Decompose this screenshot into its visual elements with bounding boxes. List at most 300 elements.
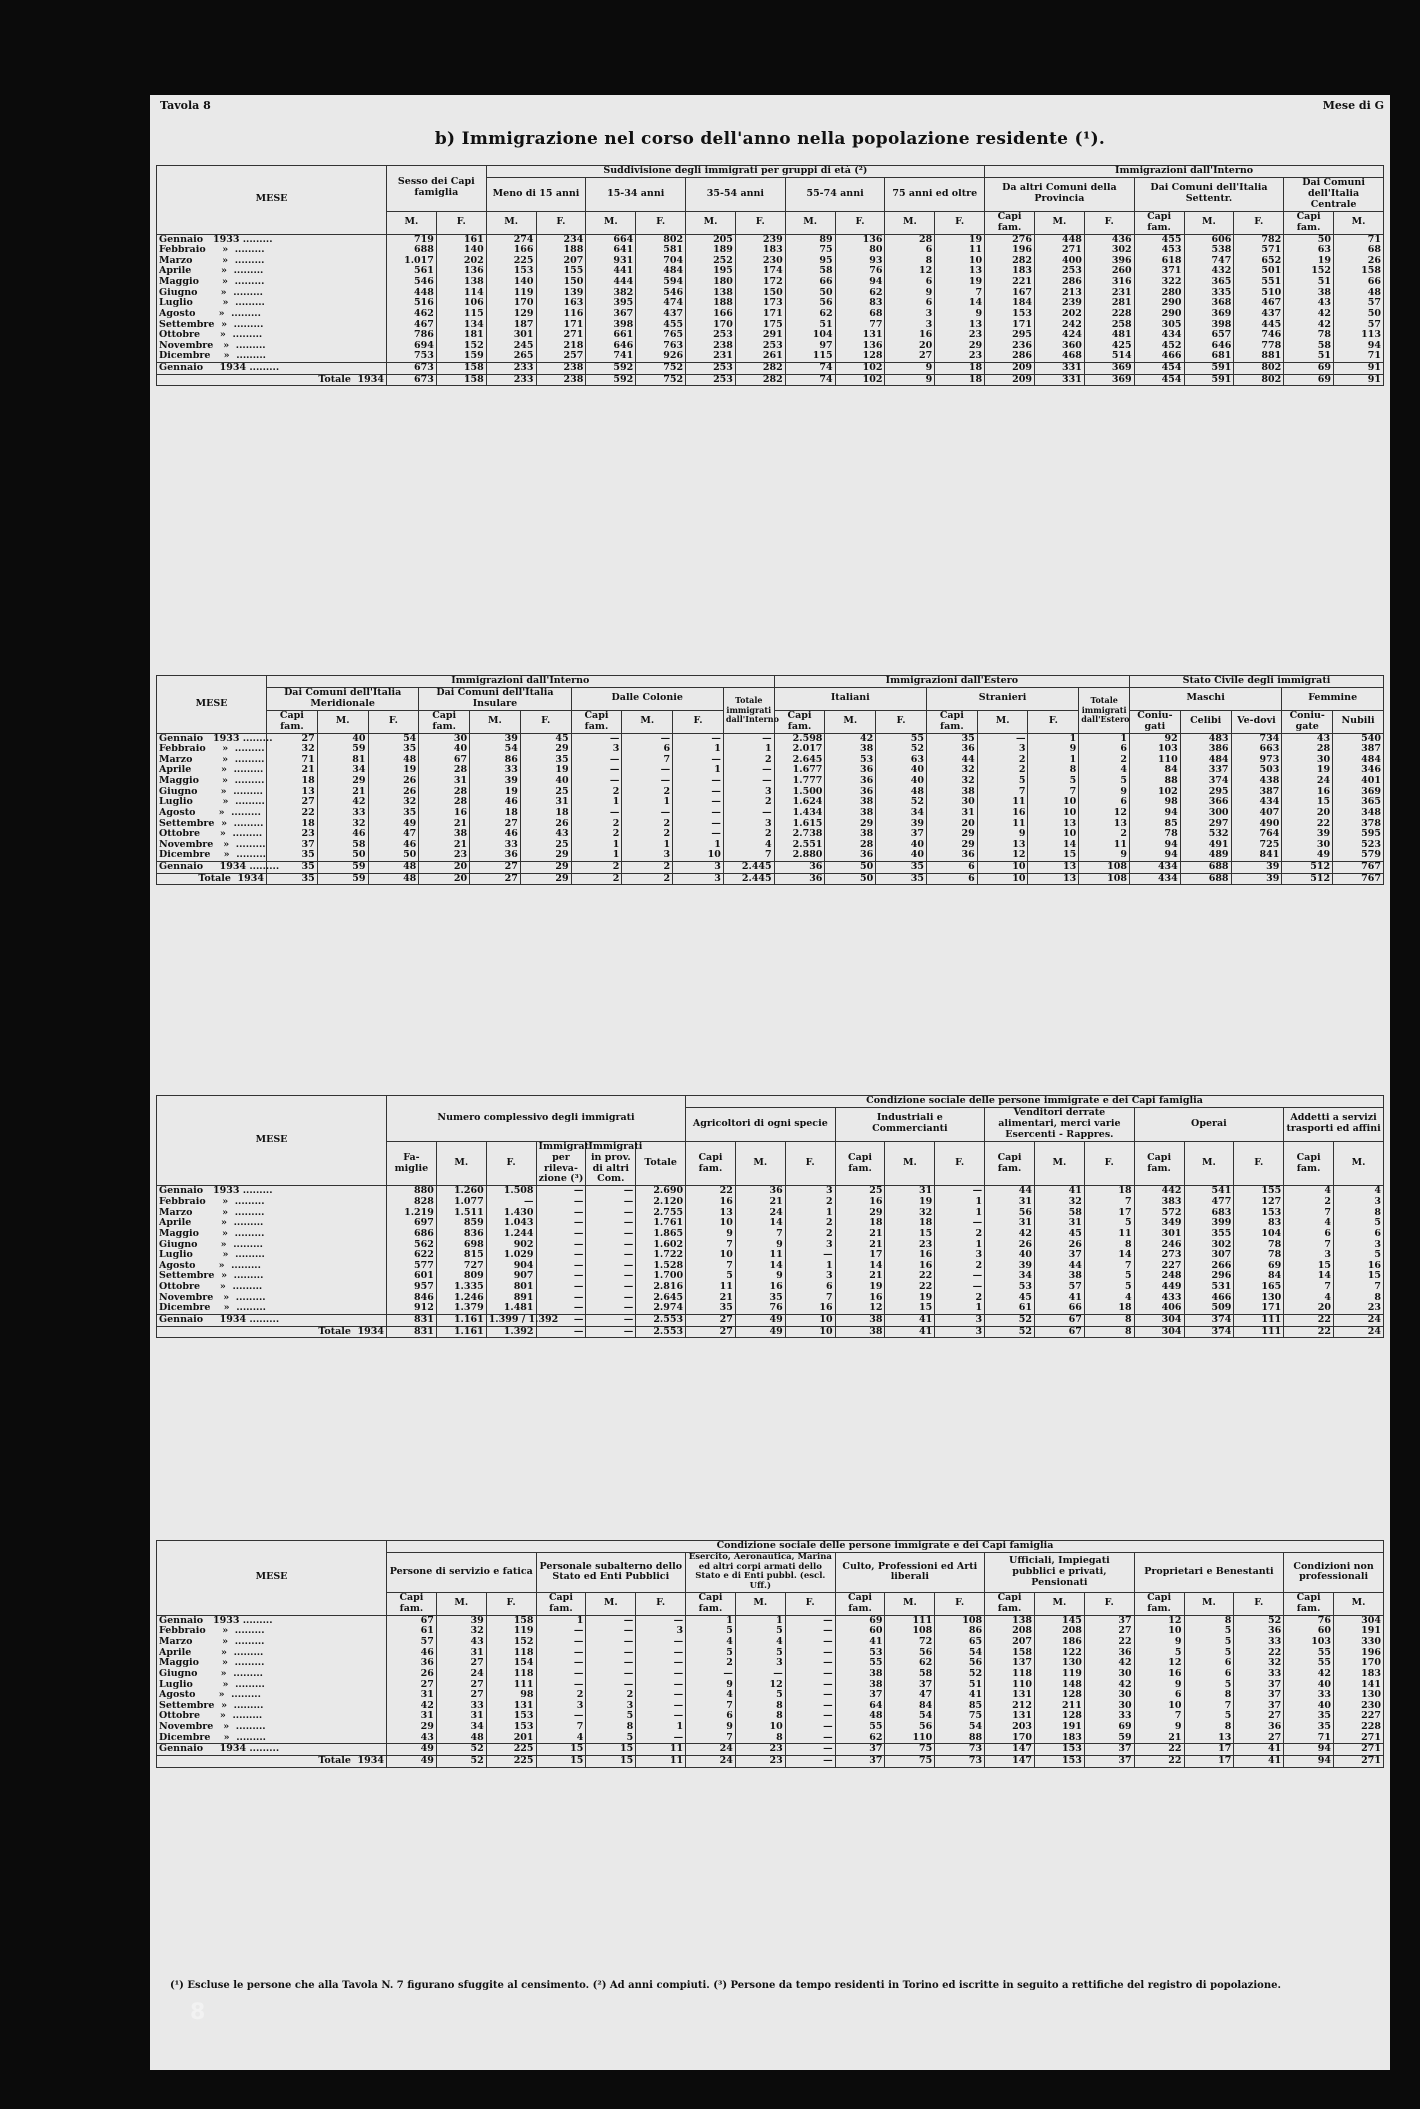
column-subheader: Capi fam. — [387, 1592, 437, 1615]
data-cell: — — [586, 1314, 636, 1326]
month-label: Novembre » ......... — [159, 1721, 266, 1733]
month-label: Maggio » ......... — [159, 775, 265, 787]
data-cell: 2 — [571, 873, 622, 885]
data-cell: 331 — [1034, 363, 1084, 375]
data-cell — [1184, 1615, 1234, 1744]
data-cell: 48 — [368, 862, 419, 874]
column-subheader: M. — [686, 211, 736, 234]
data-cell: 22 — [1284, 1314, 1334, 1326]
data-cell — [1234, 1615, 1284, 1744]
data-cell: 591 — [1184, 374, 1234, 386]
data-cell: 802 — [1234, 374, 1284, 386]
data-cell — [1234, 234, 1284, 363]
column-subheader: F. — [1084, 211, 1134, 234]
data-cell: 49 — [735, 1314, 785, 1326]
data-cell: 75 — [885, 1755, 935, 1767]
data-cell: 13 — [1028, 873, 1079, 885]
esercito-header: Esercito, Aeronautica, Marina ed altri corpi armati dello Stato e di Enti pubbl. (escl. Uff.) — [686, 1552, 836, 1592]
data-cell: 673 — [387, 363, 437, 375]
venditori-header: Venditori derrate alimentari, merci varie Esercenti - Rappres. — [985, 1107, 1135, 1141]
data-cell — [735, 1615, 785, 1744]
data-cell: — — [536, 1314, 586, 1326]
month-label: Gennaio 1933 ......... — [159, 233, 273, 245]
data-cell: 24 — [1334, 1326, 1384, 1338]
data-cell: 2 — [571, 862, 622, 874]
cell-values: 19 11 10 13 19 7 14 9 13 23 29 23 — [968, 233, 983, 362]
data-cell: 22 — [1134, 1744, 1184, 1756]
data-cell: 831 — [387, 1326, 437, 1338]
data-cell: 3 — [673, 873, 724, 885]
data-cell: 1.392 — [486, 1326, 536, 1338]
month-label: Agosto » ......... — [159, 1689, 261, 1701]
age-header: 35-54 anni — [686, 177, 786, 211]
data-cell: 209 — [985, 363, 1035, 375]
cell-values: 136 80 93 76 94 62 83 68 77 131 136 128 — [862, 233, 883, 362]
data-cell: 831 — [387, 1314, 437, 1326]
cell-values: 145 208 186 122 130 119 148 128 211 128 191 183 — [1061, 1614, 1082, 1743]
data-cell: 158 — [436, 363, 486, 375]
cell-values: 161 140 202 136 138 114 106 115 134 181 152 159 — [463, 233, 484, 362]
cell-values: 606 538 747 432 365 335 368 369 398 657 646 681 — [1211, 233, 1232, 362]
data-cell — [1034, 234, 1084, 363]
mese-header: MESE — [157, 676, 267, 734]
column-subheader: F. — [368, 710, 419, 733]
column-subheader: M. — [470, 710, 521, 733]
data-cell — [735, 1186, 785, 1315]
data-cell: 94 — [1284, 1755, 1334, 1767]
column-subheader: Coniu-gati — [1130, 710, 1181, 733]
cell-values: 43 28 30 19 24 16 15 20 22 39 30 49 — [1316, 732, 1331, 861]
month-label: Gennaio 1934 ......... — [157, 862, 267, 874]
cell-values: — 1 — 1 — — — — — — 1 10 — [707, 732, 721, 861]
column-subheader: M. — [1184, 211, 1234, 234]
data-cell: 49 — [387, 1755, 437, 1767]
month-label: Marzo » ......... — [159, 1636, 265, 1648]
cell-values: 54 35 48 19 26 26 32 35 49 47 46 50 — [403, 732, 417, 861]
month-label: Luglio » ......... — [159, 1678, 265, 1690]
column-subheader: F. — [935, 1592, 985, 1615]
data-cell — [985, 1186, 1035, 1315]
month-label: Settembre » ......... — [159, 1270, 264, 1282]
month-label: Dicembre » ......... — [159, 1731, 266, 1743]
column-subheader: M. — [1334, 1141, 1384, 1186]
data-cell — [1134, 234, 1184, 363]
age-header: 15-34 anni — [586, 177, 686, 211]
cell-values: 52 36 33 22 32 33 37 37 37 27 36 27 — [1267, 1614, 1282, 1743]
data-cell — [1234, 1186, 1284, 1315]
data-cell: 49 — [387, 1744, 437, 1756]
data-cell: 23 — [735, 1744, 785, 1756]
suddivisione-header: Suddivisione degli immigrati per gruppi di età (²) — [486, 166, 984, 178]
age-header: Meno di 15 anni — [486, 177, 586, 211]
column-subheader: Capi fam. — [1134, 1592, 1184, 1615]
data-cell: 147 — [985, 1755, 1035, 1767]
data-cell: 434 — [1130, 873, 1181, 885]
month-label: Gennaio 1933 ......... — [159, 1614, 273, 1626]
data-cell: 17 — [1184, 1755, 1234, 1767]
data-cell: 94 — [1284, 1744, 1334, 1756]
data-cell — [885, 234, 935, 363]
femmine-header: Femmine — [1282, 687, 1384, 710]
cell-values: 436 302 396 260 316 231 281 228 258 481 425 514 — [1111, 233, 1132, 362]
column-subheader: M. — [622, 710, 673, 733]
age-header: 55-74 anni — [785, 177, 885, 211]
data-cell: 3 — [935, 1326, 985, 1338]
data-cell: 22 — [1134, 1755, 1184, 1767]
cell-values: 138 208 207 158 137 118 110 131 212 131 203 170 — [1012, 1614, 1032, 1743]
column-subheader: F. — [486, 1141, 536, 1186]
data-cell — [1028, 733, 1079, 862]
column-subheader: M. — [586, 1592, 636, 1615]
cell-values: 8 5 5 5 6 6 5 8 7 5 8 13 — [1218, 1614, 1232, 1743]
month-label: Aprile » ......... — [159, 1217, 264, 1229]
operai-header: Operai — [1134, 1107, 1284, 1141]
numero-header: Numero complessivo degli immigrati — [387, 1096, 686, 1142]
data-cell: 41 — [885, 1326, 935, 1338]
column-subheader: F. — [835, 211, 885, 234]
month-label: Giugno » ......... — [159, 785, 263, 797]
data-cell — [1034, 1186, 1084, 1315]
column-subheader: F. — [1234, 211, 1284, 234]
data-cell — [1284, 1186, 1334, 1315]
data-cell — [1333, 733, 1384, 862]
column-subheader: F. — [1084, 1141, 1134, 1186]
page — [150, 95, 1390, 2070]
month-label: Settembre » ......... — [159, 817, 264, 829]
data-cell: 108 — [1079, 862, 1130, 874]
data-cell — [520, 733, 571, 862]
data-cell: 10 — [785, 1314, 835, 1326]
cell-values: 239 183 230 174 172 150 173 171 175 291 253 261 — [762, 233, 783, 362]
month-label: Ottobre » ......... — [159, 828, 263, 840]
data-cell: 36 — [774, 862, 825, 874]
data-cell: 3 — [673, 862, 724, 874]
month-label: Ottobre » ......... — [159, 329, 263, 341]
data-cell: 369 — [1084, 363, 1134, 375]
month-label: Febbraio » ......... — [159, 1196, 265, 1207]
column-subheader: M. — [1334, 211, 1384, 234]
cell-values: 734 663 973 503 438 387 434 407 490 764 725 841 — [1259, 732, 1280, 861]
data-cell — [470, 733, 521, 862]
data-cell — [785, 234, 835, 363]
month-label: Giugno » ......... — [159, 1238, 263, 1250]
table-row — [157, 363, 1384, 375]
data-cell — [387, 1615, 437, 1744]
cell-values: — — — — — — — — — — — — — [623, 1185, 634, 1314]
column-subheader: F. — [1028, 710, 1079, 733]
data-cell: 67 — [1034, 1326, 1084, 1338]
month-label: Aprile » ......... — [159, 265, 264, 277]
data-cell: 9 — [885, 374, 935, 386]
data-cell — [977, 733, 1028, 862]
data-cell: 35 — [876, 862, 927, 874]
data-cell: 209 — [985, 374, 1035, 386]
age-header: 75 anni ed oltre — [885, 177, 985, 211]
data-cell — [723, 733, 774, 862]
table-age-groups — [156, 165, 1384, 386]
ufficiali-header: Ufficiali, Impiegati pubblici e privati, Pensionati — [985, 1552, 1135, 1592]
meridionale-header: Dai Comuni dell'Italia Meridionale — [267, 687, 419, 710]
column-subheader: M. — [586, 211, 636, 234]
month-label: Dicembre » ......... — [159, 1302, 266, 1314]
industriali-header: Industriali e Commercianti — [835, 1107, 985, 1141]
cell-values: 12 10 9 5 12 16 9 6 10 7 9 21 — [1168, 1614, 1182, 1743]
data-cell: 75 — [885, 1744, 935, 1756]
data-cell: 374 — [1184, 1314, 1234, 1326]
cell-values: 71 68 26 158 66 48 57 50 57 113 94 71 — [1361, 233, 1381, 362]
column-subheader: M. — [1184, 1592, 1234, 1615]
estero-header: Immigrazioni dall'Estero — [774, 676, 1129, 688]
culto-header: Culto, Professioni ed Arti liberali — [835, 1552, 985, 1592]
data-cell — [536, 234, 586, 363]
cell-values: 205 189 252 195 180 138 188 166 170 253 238 231 — [713, 233, 733, 362]
column-subheader: M. — [885, 211, 935, 234]
table-row — [157, 1744, 1384, 1756]
data-cell — [686, 234, 736, 363]
data-cell — [686, 1615, 736, 1744]
cell-values: 42 38 53 36 36 36 38 38 29 38 28 36 — [859, 732, 874, 861]
data-cell: 50 — [825, 862, 876, 874]
column-subheader: F. — [636, 211, 686, 234]
data-cell: 282 — [735, 374, 785, 386]
table-number: Tavola 8 — [160, 99, 211, 112]
month-label: Marzo » ......... — [159, 1206, 265, 1218]
stranieri-header: Stranieri — [926, 687, 1078, 710]
cell-values: 664 641 931 441 444 382 395 367 398 661 646 741 — [613, 233, 634, 362]
data-cell: 41 — [885, 1314, 935, 1326]
data-cell: 37 — [1084, 1755, 1134, 1767]
provincia-header: Da altri Comuni della Provincia — [985, 177, 1135, 211]
data-cell: 91 — [1334, 363, 1384, 375]
data-cell: 592 — [586, 363, 636, 375]
data-cell: 304 — [1134, 1314, 1184, 1326]
data-cell: 225 — [486, 1744, 536, 1756]
cell-values: 35 36 44 32 32 38 30 31 20 29 29 36 — [961, 732, 975, 861]
data-cell: 52 — [985, 1326, 1035, 1338]
data-cell — [536, 1615, 586, 1744]
column-subheader: F. — [520, 710, 571, 733]
column-subheader: M. — [735, 1592, 785, 1615]
month-block — [157, 1186, 1384, 1315]
column-subheader: F. — [876, 710, 927, 733]
data-cell: 39 — [1231, 862, 1282, 874]
data-cell: 304 — [1134, 1326, 1184, 1338]
data-cell — [1084, 1615, 1134, 1744]
cell-values: — 3 — — — 2 1 — 2 2 1 1 — [609, 732, 620, 861]
column-subheader: M. — [1034, 211, 1084, 234]
totale-estero-header: Totale immigrati dall'Estero — [1079, 687, 1130, 733]
data-cell: 15 — [586, 1755, 636, 1767]
data-cell: 591 — [1184, 363, 1234, 375]
column-subheader: F. — [1234, 1141, 1284, 1186]
cell-values: 22 16 13 10 9 7 10 7 5 11 21 35 — [719, 1185, 733, 1314]
cell-values: 304 191 330 196 170 183 141 130 230 227 228 271 — [1361, 1614, 1381, 1743]
data-cell: 512 — [1282, 873, 1333, 885]
cell-values: 719 688 1.017 561 546 448 516 462 467 786 694 753 — [404, 233, 434, 362]
data-cell — [317, 733, 368, 862]
data-cell: 111 — [1234, 1314, 1284, 1326]
cell-values: 483 386 484 337 374 295 366 300 297 532 491 489 — [1208, 732, 1229, 861]
data-cell — [1284, 234, 1334, 363]
month-label: Giugno » ......... — [159, 286, 263, 298]
data-cell — [735, 234, 785, 363]
data-cell: 52 — [436, 1755, 486, 1767]
data-cell — [586, 1615, 636, 1744]
cell-values: 541 477 683 399 355 302 307 266 296 531 466 509 — [1211, 1185, 1232, 1314]
data-cell — [935, 1615, 985, 1744]
month-label: Dicembre » ......... — [159, 849, 266, 861]
data-cell: 225 — [486, 1755, 536, 1767]
month-label: Aprile » ......... — [159, 764, 264, 776]
data-cell: 6 — [926, 873, 977, 885]
column-subheader: Ve-dovi — [1231, 710, 1282, 733]
addetti-header: Addetti a servizi trasporti ed affini — [1284, 1107, 1384, 1141]
data-cell — [1231, 733, 1282, 862]
data-cell: 147 — [985, 1744, 1035, 1756]
cell-values: 4 3 8 5 6 3 5 16 15 7 8 23 — [1367, 1185, 1381, 1314]
month-labels — [157, 732, 273, 862]
data-cell — [1130, 733, 1181, 862]
data-cell — [835, 1615, 885, 1744]
data-cell: 29 — [520, 862, 571, 874]
column-subheader: Capi fam. — [1284, 1592, 1334, 1615]
month-label: Novembre » ......... — [159, 838, 266, 850]
column-subheader: M. — [825, 710, 876, 733]
data-cell: 15 — [586, 1744, 636, 1756]
data-cell: 153 — [1034, 1744, 1084, 1756]
cell-values: 155 127 153 83 104 78 78 69 84 165 130 171 — [1261, 1185, 1282, 1314]
table-condition-b — [156, 1540, 1384, 1768]
data-cell — [267, 733, 318, 862]
month-label: Marzo » ......... — [159, 753, 265, 765]
cell-values: 4 2 7 4 6 7 3 15 14 7 4 20 — [1317, 1185, 1332, 1314]
cell-values: — 3 — — — — — — — — 1 — — [673, 1614, 684, 1743]
data-cell: 91 — [1334, 374, 1384, 386]
month-label: Aprile » ......... — [159, 1646, 264, 1658]
data-cell: 59 — [317, 862, 368, 874]
data-cell — [985, 1615, 1035, 1744]
data-cell: 2.553 — [636, 1326, 686, 1338]
column-subheader: Capi fam. — [835, 1141, 885, 1186]
data-cell — [1180, 733, 1231, 862]
italiani-header: Italiani — [774, 687, 926, 710]
data-cell: 15 — [536, 1755, 586, 1767]
cell-values: 111 108 72 56 62 58 37 47 84 54 56 110 — [912, 1614, 933, 1743]
data-cell: 37 — [835, 1744, 885, 1756]
data-cell: 253 — [686, 363, 736, 375]
column-subheader: Capi fam. — [1134, 1141, 1184, 1186]
data-cell: 512 — [1282, 862, 1333, 874]
agricoltori-header: Agricoltori di ogni specie — [686, 1107, 836, 1141]
month-label: Gennaio 1934 ......... — [157, 1314, 387, 1326]
column-subheader: Capi fam. — [1134, 211, 1184, 234]
month-label: Maggio » ......... — [159, 1227, 265, 1239]
data-cell — [673, 733, 724, 862]
data-cell: 20 — [419, 862, 470, 874]
month-label: Gennaio 1934 ......... — [157, 363, 387, 375]
data-cell: 24 — [686, 1744, 736, 1756]
cell-values: 158 119 152 118 154 118 111 98 131 153 153 201 — [513, 1614, 534, 1743]
month-label: Settembre » ......... — [159, 1699, 264, 1711]
mese-header: MESE — [157, 166, 387, 235]
data-cell — [1079, 733, 1130, 862]
data-cell: 73 — [935, 1744, 985, 1756]
cell-values: 540 387 484 346 401 369 365 348 378 595 523 579 — [1361, 732, 1381, 861]
data-cell: 434 — [1130, 862, 1181, 874]
cell-values: 276 196 282 183 221 167 184 153 171 295 236 286 — [1012, 233, 1032, 362]
data-cell: 158 — [436, 374, 486, 386]
data-cell: 9 — [885, 363, 935, 375]
data-cell: 38 — [835, 1314, 885, 1326]
column-subheader: F. — [935, 211, 985, 234]
page-number: 8 — [190, 2000, 206, 2025]
data-cell: 67 — [1034, 1314, 1084, 1326]
data-cell: 35 — [876, 873, 927, 885]
data-cell — [1134, 1615, 1184, 1744]
column-subheader: Immigrati per rileva-zione (³) — [536, 1141, 586, 1186]
data-cell: 36 — [774, 873, 825, 885]
table-condition-a — [156, 1095, 1384, 1338]
data-cell — [636, 1186, 686, 1315]
column-subheader: Capi fam. — [985, 1141, 1035, 1186]
data-cell: 35 — [267, 862, 318, 874]
column-subheader: M. — [436, 1592, 486, 1615]
data-cell — [571, 733, 622, 862]
data-cell — [622, 733, 673, 862]
data-cell: 108 — [1079, 873, 1130, 885]
data-cell: 238 — [536, 374, 586, 386]
month-label: Ottobre » ......... — [159, 1710, 263, 1722]
data-cell: 17 — [1184, 1744, 1234, 1756]
cell-values: 455 453 618 371 322 280 290 290 305 434 452 466 — [1161, 233, 1182, 362]
month-label: Maggio » ......... — [159, 1657, 265, 1669]
total-row — [157, 1326, 1384, 1338]
data-cell — [686, 1186, 736, 1315]
data-cell: — — [785, 1755, 835, 1767]
data-cell: 752 — [636, 363, 686, 375]
data-cell — [1184, 1186, 1234, 1315]
month-label: Gennaio 1934 ......... — [157, 1744, 387, 1756]
data-cell — [1284, 1615, 1334, 1744]
data-cell: 282 — [735, 363, 785, 375]
cell-values: 40 59 81 34 29 21 42 33 32 46 58 50 — [352, 732, 366, 861]
cell-values: 31 19 32 18 15 23 16 16 22 22 19 15 — [919, 1185, 933, 1314]
cell-values: 37 27 22 36 42 30 42 30 30 33 69 59 — [1118, 1614, 1132, 1743]
data-cell — [835, 234, 885, 363]
data-cell: — — [586, 1326, 636, 1338]
cell-values: 45 29 35 19 40 25 31 18 26 43 25 29 — [555, 732, 569, 861]
maschi-header: Maschi — [1130, 687, 1282, 710]
column-subheader: Immigrati in prov. di altri Com. — [586, 1141, 636, 1186]
cell-values: 41 32 58 31 45 26 37 44 38 57 41 66 — [1068, 1185, 1082, 1314]
cell-values: 1 9 1 8 5 7 10 10 13 10 14 15 — [1063, 732, 1077, 861]
month-label: Febbraio » ......... — [159, 1625, 265, 1637]
data-cell: 331 — [1034, 374, 1084, 386]
data-cell: 41 — [1234, 1744, 1284, 1756]
data-cell: 39 — [1231, 873, 1282, 885]
data-cell — [586, 1186, 636, 1315]
cell-values: 39 32 43 31 27 24 27 27 33 31 34 48 — [470, 1614, 484, 1743]
condizione-header: Condizione sociale delle persone immigrate e dei Capi famiglia — [686, 1096, 1384, 1108]
cell-values: 1 5 4 5 3 — 12 5 8 8 10 8 — [769, 1614, 783, 1743]
cell-values: 55 52 63 40 40 48 52 34 39 37 40 40 — [910, 732, 924, 861]
column-subheader: Capi fam. — [536, 1592, 586, 1615]
column-subheader: Capi fam. — [686, 1592, 736, 1615]
cell-values: 1.508 — 1.430 1.043 1.244 902 1.029 904 907 801 891 1.481 — [503, 1185, 534, 1314]
data-cell: 29 — [520, 873, 571, 885]
data-cell: 49 — [735, 1326, 785, 1338]
cell-values: 1 6 2 4 5 9 6 12 13 2 11 9 — [1113, 732, 1128, 861]
